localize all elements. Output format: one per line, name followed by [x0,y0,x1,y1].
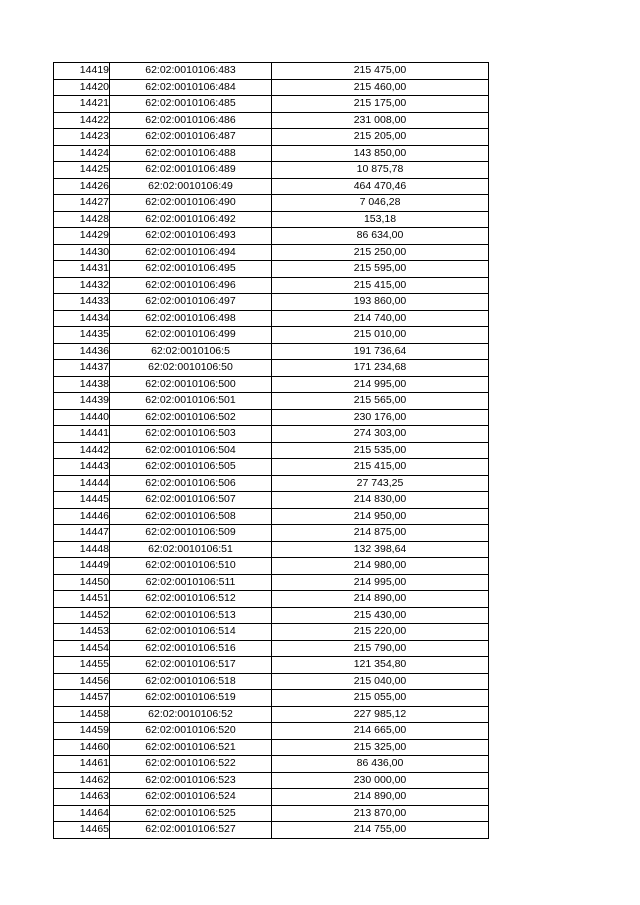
row-number-cell: 14439 [54,393,110,410]
row-number-cell: 14435 [54,327,110,344]
cadastral-number-cell: 62:02:0010106:514 [110,624,272,641]
row-number-cell: 14464 [54,805,110,822]
table-row [54,756,489,773]
table-row [54,393,489,410]
cadastral-value-cell: 143 850,00 [272,145,489,162]
table-row [54,525,489,542]
table-row [54,558,489,575]
cadastral-number-cell: 62:02:0010106:518 [110,673,272,690]
row-number-cell: 14421 [54,96,110,113]
cadastral-value-cell: 215 460,00 [272,79,489,96]
row-number-cell: 14434 [54,310,110,327]
row-number-cell: 14454 [54,640,110,657]
cadastral-value-cell: 86 634,00 [272,228,489,245]
cadastral-number-cell: 62:02:0010106:507 [110,492,272,509]
cadastral-value-cell: 214 875,00 [272,525,489,542]
table-row [54,244,489,261]
cadastral-number-cell: 62:02:0010106:499 [110,327,272,344]
row-number-cell: 14423 [54,129,110,146]
cadastral-number-cell: 62:02:0010106:501 [110,393,272,410]
table-row [54,426,489,443]
table-row [54,805,489,822]
cadastral-number-cell: 62:02:0010106:508 [110,508,272,525]
cadastral-value-cell: 231 008,00 [272,112,489,129]
row-number-cell: 14449 [54,558,110,575]
cadastral-value-cell: 121 354,80 [272,657,489,674]
cadastral-number-cell: 62:02:0010106:527 [110,822,272,839]
cadastral-number-cell: 62:02:0010106:485 [110,96,272,113]
table-row [54,607,489,624]
table-row [54,706,489,723]
table-row [54,211,489,228]
cadastral-value-cell: 215 220,00 [272,624,489,641]
cadastral-number-cell: 62:02:0010106:523 [110,772,272,789]
cadastral-number-cell: 62:02:0010106:505 [110,459,272,476]
table-row [54,772,489,789]
table-row [54,690,489,707]
cadastral-number-cell: 62:02:0010106:496 [110,277,272,294]
cadastral-number-cell: 62:02:0010106:49 [110,178,272,195]
table-row [54,442,489,459]
cadastral-value-cell: 464 470,46 [272,178,489,195]
cadastral-value-cell: 191 736,64 [272,343,489,360]
cadastral-value-cell: 215 430,00 [272,607,489,624]
cadastral-number-cell: 62:02:0010106:513 [110,607,272,624]
row-number-cell: 14465 [54,822,110,839]
row-number-cell: 14433 [54,294,110,311]
row-number-cell: 14442 [54,442,110,459]
row-number-cell: 14447 [54,525,110,542]
row-number-cell: 14427 [54,195,110,212]
cadastral-number-cell: 62:02:0010106:51 [110,541,272,558]
cadastral-value-cell: 215 205,00 [272,129,489,146]
cadastral-number-cell: 62:02:0010106:500 [110,376,272,393]
cadastral-value-cell: 215 535,00 [272,442,489,459]
row-number-cell: 14424 [54,145,110,162]
cadastral-value-cell: 153,18 [272,211,489,228]
table-row [54,310,489,327]
cadastral-number-cell: 62:02:0010106:498 [110,310,272,327]
cadastral-number-cell: 62:02:0010106:5 [110,343,272,360]
table-row [54,145,489,162]
cadastral-number-cell: 62:02:0010106:524 [110,789,272,806]
cadastral-number-cell: 62:02:0010106:510 [110,558,272,575]
cadastral-value-cell: 193 860,00 [272,294,489,311]
row-number-cell: 14436 [54,343,110,360]
cadastral-value-cell: 214 755,00 [272,822,489,839]
cadastral-value-cell: 230 176,00 [272,409,489,426]
table-row [54,327,489,344]
cadastral-number-cell: 62:02:0010106:483 [110,63,272,80]
cadastral-value-cell: 215 010,00 [272,327,489,344]
cadastral-number-cell: 62:02:0010106:506 [110,475,272,492]
cadastral-number-cell: 62:02:0010106:516 [110,640,272,657]
cadastral-value-cell: 274 303,00 [272,426,489,443]
row-number-cell: 14422 [54,112,110,129]
cadastral-value-cell: 214 740,00 [272,310,489,327]
table-row [54,591,489,608]
cadastral-value-cell: 214 995,00 [272,574,489,591]
cadastral-value-table [53,62,489,839]
cadastral-number-cell: 62:02:0010106:497 [110,294,272,311]
row-number-cell: 14459 [54,723,110,740]
table-row [54,63,489,80]
table-row [54,228,489,245]
cadastral-number-cell: 62:02:0010106:502 [110,409,272,426]
row-number-cell: 14463 [54,789,110,806]
table-row [54,129,489,146]
cadastral-number-cell: 62:02:0010106:486 [110,112,272,129]
row-number-cell: 14445 [54,492,110,509]
row-number-cell: 14457 [54,690,110,707]
cadastral-value-cell: 215 595,00 [272,261,489,278]
row-number-cell: 14455 [54,657,110,674]
cadastral-number-cell: 62:02:0010106:503 [110,426,272,443]
row-number-cell: 14432 [54,277,110,294]
row-number-cell: 14429 [54,228,110,245]
cadastral-value-cell: 171 234,68 [272,360,489,377]
cadastral-number-cell: 62:02:0010106:50 [110,360,272,377]
cadastral-value-cell: 27 743,25 [272,475,489,492]
row-number-cell: 14419 [54,63,110,80]
table-row [54,79,489,96]
table-row [54,459,489,476]
cadastral-number-cell: 62:02:0010106:487 [110,129,272,146]
row-number-cell: 14460 [54,739,110,756]
row-number-cell: 14440 [54,409,110,426]
cadastral-value-cell: 10 875,78 [272,162,489,179]
row-number-cell: 14431 [54,261,110,278]
cadastral-value-cell: 214 830,00 [272,492,489,509]
table-row [54,492,489,509]
table-row [54,376,489,393]
cadastral-value-cell: 215 415,00 [272,459,489,476]
cadastral-number-cell: 62:02:0010106:490 [110,195,272,212]
cadastral-value-cell: 214 995,00 [272,376,489,393]
cadastral-number-cell: 62:02:0010106:484 [110,79,272,96]
table-row [54,178,489,195]
row-number-cell: 14430 [54,244,110,261]
row-number-cell: 14462 [54,772,110,789]
cadastral-number-cell: 62:02:0010106:511 [110,574,272,591]
row-number-cell: 14438 [54,376,110,393]
table-row [54,673,489,690]
row-number-cell: 14458 [54,706,110,723]
row-number-cell: 14451 [54,591,110,608]
cadastral-value-cell: 215 565,00 [272,393,489,410]
row-number-cell: 14446 [54,508,110,525]
cadastral-value-cell: 230 000,00 [272,772,489,789]
table-row [54,409,489,426]
table-row [54,574,489,591]
table-row [54,723,489,740]
table-row [54,475,489,492]
table-row [54,162,489,179]
table-row [54,343,489,360]
cadastral-value-cell: 214 980,00 [272,558,489,575]
row-number-cell: 14450 [54,574,110,591]
cadastral-value-cell: 132 398,64 [272,541,489,558]
cadastral-number-cell: 62:02:0010106:520 [110,723,272,740]
cadastral-number-cell: 62:02:0010106:488 [110,145,272,162]
cadastral-value-cell: 215 415,00 [272,277,489,294]
cadastral-number-cell: 62:02:0010106:489 [110,162,272,179]
cadastral-number-cell: 62:02:0010106:495 [110,261,272,278]
row-number-cell: 14420 [54,79,110,96]
row-number-cell: 14461 [54,756,110,773]
cadastral-value-cell: 214 890,00 [272,789,489,806]
cadastral-number-cell: 62:02:0010106:519 [110,690,272,707]
table-row [54,541,489,558]
cadastral-value-cell: 214 665,00 [272,723,489,740]
table-row [54,739,489,756]
cadastral-value-cell: 215 175,00 [272,96,489,113]
cadastral-number-cell: 62:02:0010106:525 [110,805,272,822]
cadastral-value-cell: 213 870,00 [272,805,489,822]
table-row [54,195,489,212]
row-number-cell: 14437 [54,360,110,377]
table-row [54,657,489,674]
table-row [54,640,489,657]
cadastral-number-cell: 62:02:0010106:512 [110,591,272,608]
cadastral-value-cell: 227 985,12 [272,706,489,723]
cadastral-number-cell: 62:02:0010106:494 [110,244,272,261]
table-row [54,624,489,641]
cadastral-number-cell: 62:02:0010106:504 [110,442,272,459]
table-row [54,789,489,806]
cadastral-number-cell: 62:02:0010106:517 [110,657,272,674]
table-row [54,822,489,839]
cadastral-value-cell: 215 250,00 [272,244,489,261]
table-body [54,63,489,839]
cadastral-value-cell: 7 046,28 [272,195,489,212]
table-row [54,96,489,113]
table-row [54,261,489,278]
cadastral-value-cell: 214 950,00 [272,508,489,525]
table-row [54,112,489,129]
cadastral-number-cell: 62:02:0010106:493 [110,228,272,245]
row-number-cell: 14425 [54,162,110,179]
table-row [54,360,489,377]
cadastral-number-cell: 62:02:0010106:522 [110,756,272,773]
table-row [54,294,489,311]
row-number-cell: 14456 [54,673,110,690]
cadastral-value-cell: 215 325,00 [272,739,489,756]
cadastral-number-cell: 62:02:0010106:492 [110,211,272,228]
row-number-cell: 14452 [54,607,110,624]
cadastral-number-cell: 62:02:0010106:52 [110,706,272,723]
cadastral-value-cell: 86 436,00 [272,756,489,773]
row-number-cell: 14428 [54,211,110,228]
table-row [54,508,489,525]
cadastral-value-cell: 215 040,00 [272,673,489,690]
table-row [54,277,489,294]
row-number-cell: 14448 [54,541,110,558]
cadastral-value-cell: 215 790,00 [272,640,489,657]
row-number-cell: 14426 [54,178,110,195]
cadastral-value-cell: 215 055,00 [272,690,489,707]
cadastral-value-cell: 215 475,00 [272,63,489,80]
row-number-cell: 14443 [54,459,110,476]
row-number-cell: 14453 [54,624,110,641]
cadastral-number-cell: 62:02:0010106:521 [110,739,272,756]
row-number-cell: 14441 [54,426,110,443]
row-number-cell: 14444 [54,475,110,492]
cadastral-number-cell: 62:02:0010106:509 [110,525,272,542]
cadastral-value-cell: 214 890,00 [272,591,489,608]
